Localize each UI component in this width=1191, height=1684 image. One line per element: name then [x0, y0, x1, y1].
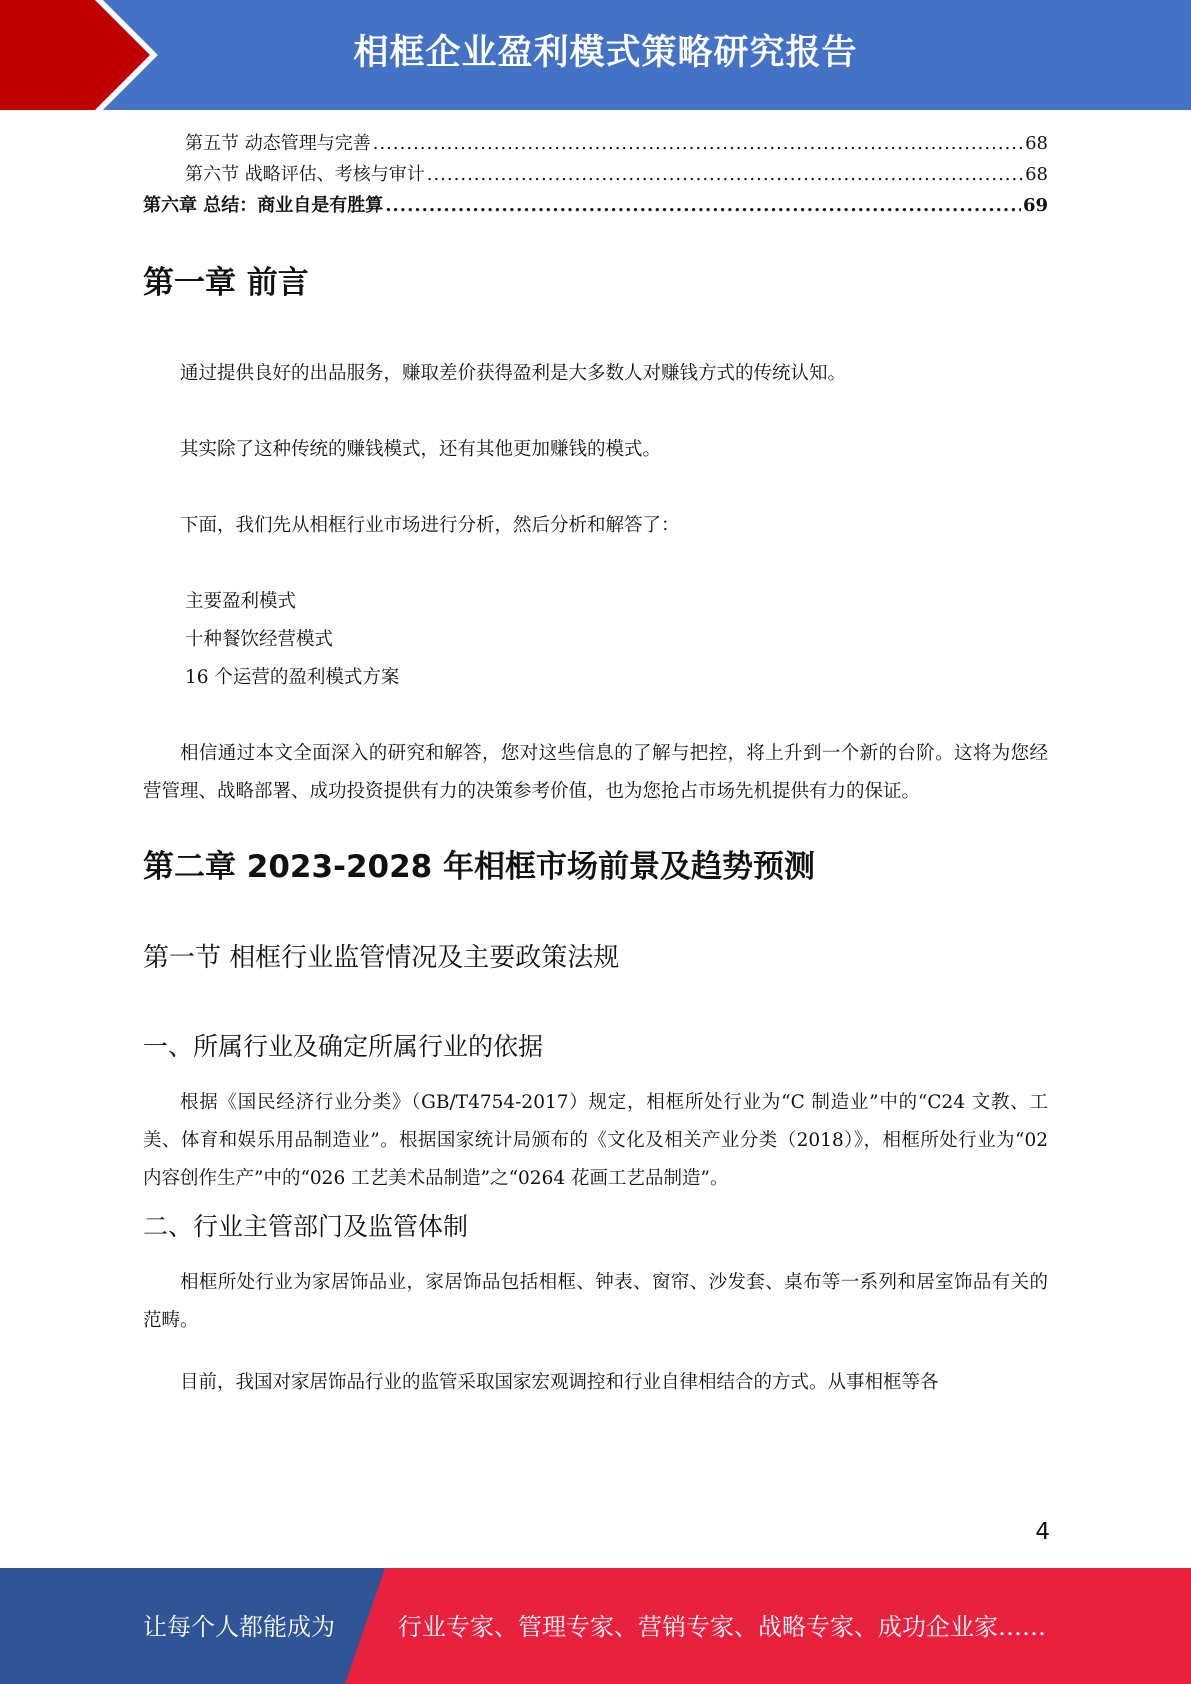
page-footer — [0, 1568, 1191, 1684]
toc-entry-page: 69 — [1022, 195, 1048, 216]
toc-leader-dots — [385, 190, 1021, 221]
paragraph: 通过提供良好的出品服务，赚取差价获得盈利是大多数人对赚钱方式的传统认知。 — [180, 363, 847, 384]
list-item: 十种餐饮经营模式 — [185, 629, 334, 650]
chapter-title: 第一章 前言 — [143, 265, 309, 301]
table-of-contents — [143, 128, 1048, 221]
toc-entry[interactable] — [143, 159, 1048, 190]
footer-slogan-left: 让每个人都能成为 — [143, 1613, 335, 1641]
toc-entry-label: 第六节 战略评估、考核与审计 — [185, 164, 425, 185]
toc-entry-page: 68 — [1025, 133, 1048, 154]
paragraph: 下面，我们先从相框行业市场进行分析，然后分析和解答了： — [180, 515, 680, 536]
subsection-title: 二、行业主管部门及监管体制 — [143, 1212, 469, 1241]
bullet-list — [143, 583, 1048, 697]
paragraph: 根据《国民经济行业分类》（GB/T4754-2017）规定，相框所处行业为“C 制造业”中的“C24 文教、工美、体育和娱乐用品制造业”。根据国家统计局颁布的《文化及相关产业分类（2018）》，相框所处行业为“02 内容创作生产”中的“026 工艺美术品制造”之“0264 花画工艺品制造”。 — [143, 1092, 1048, 1189]
subsection-title: 一、所属行业及确定所属行业的依据 — [143, 1032, 544, 1061]
page-content — [143, 128, 1048, 1402]
section-title: 第一节 相框行业监管情况及主要政策法规 — [143, 943, 620, 973]
toc-leader-dots — [427, 159, 1023, 190]
list-item: 16 个运营的盈利模式方案 — [185, 667, 400, 688]
footer-slogan-right: 行业专家、管理专家、营销专家、战略专家、成功企业家…… — [398, 1613, 1046, 1641]
chapter-title: 第二章 2023-2028 年相框市场前景及趋势预测 — [143, 849, 816, 885]
toc-entry-page: 68 — [1025, 164, 1048, 185]
paragraph: 目前，我国对家居饰品行业的监管采取国家宏观调控和行业自律相结合的方式。从事相框等各 — [180, 1372, 939, 1393]
report-title: 相框企业盈利模式策略研究报告 — [353, 33, 858, 73]
toc-entry-label: 第五节 动态管理与完善 — [185, 133, 371, 154]
paragraph: 其实除了这种传统的赚钱模式，还有其他更加赚钱的模式。 — [180, 439, 662, 460]
page-number: 4 — [1035, 1519, 1050, 1545]
list-item: 主要盈利模式 — [185, 591, 297, 612]
toc-leader-dots — [373, 128, 1023, 159]
paragraph: 相框所处行业为家居饰品业，家居饰品包括相框、钟表、窗帘、沙发套、桌布等一系列和居室饰品有关的范畴。 — [143, 1272, 1048, 1331]
toc-entry[interactable] — [143, 190, 1048, 221]
paragraph: 相信通过本文全面深入的研究和解答，您对这些信息的了解与把控，将上升到一个新的台阶。这将为您经营管理、战略部署、成功投资提供有力的决策参考价值，也为您抢占市场先机提供有力的保证。 — [143, 743, 1048, 802]
toc-entry-label: 第六章 总结：商业自是有胜算 — [143, 195, 384, 216]
toc-entry[interactable] — [143, 128, 1048, 159]
page-header — [0, 0, 1191, 110]
